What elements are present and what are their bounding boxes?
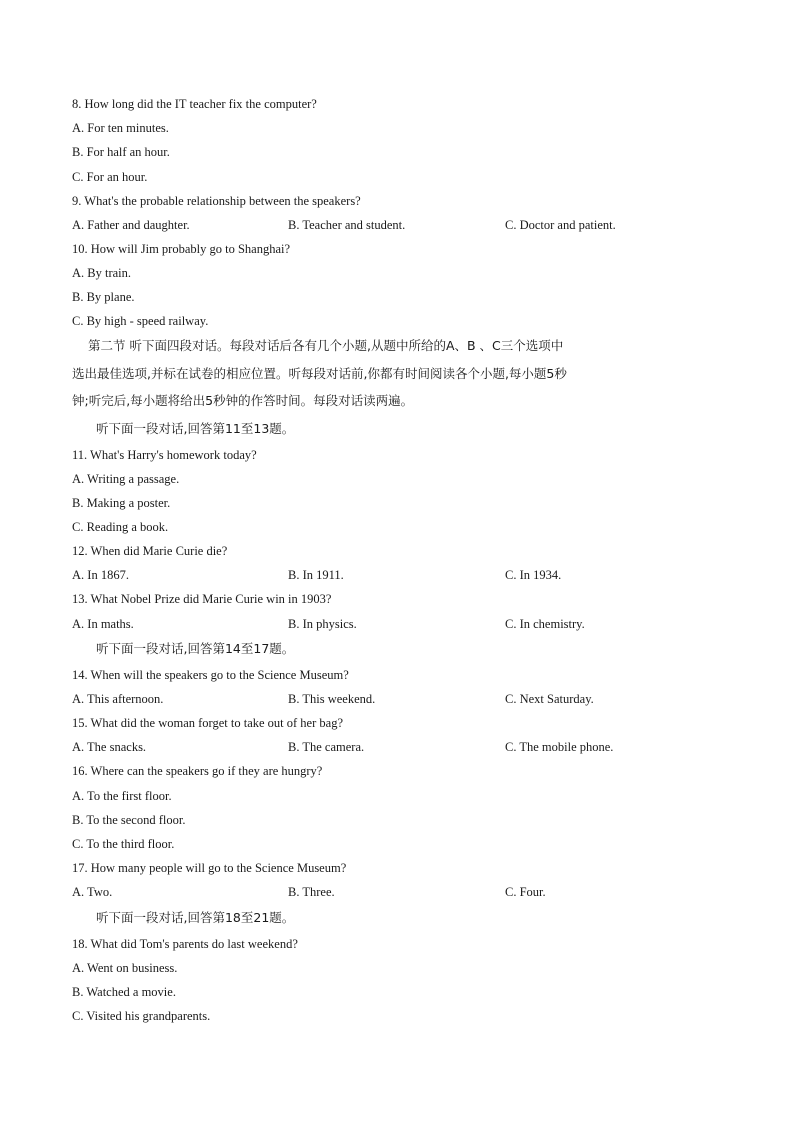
question-13: 13. What Nobel Prize did Marie Curie win in 1903?	[72, 592, 332, 606]
q18-option-b: B. Watched a movie.	[72, 985, 176, 999]
q13-option-c: C. In chemistry.	[505, 617, 585, 631]
question-18: 18. What did Tom's parents do last weekend?	[72, 937, 298, 951]
question-9: 9. What's the probable relationship between the speakers?	[72, 194, 361, 208]
q17-option-a: A. Two.	[72, 885, 113, 899]
q8-option-b: B. For half an hour.	[72, 145, 170, 159]
q12-option-c: C. In 1934.	[505, 568, 562, 582]
q12-option-a: A. In 1867.	[72, 568, 129, 582]
q13-options-row	[72, 615, 712, 633]
q10-option-a: A. By train.	[72, 266, 132, 280]
question-15: 15. What did the woman forget to take out of her bag?	[72, 716, 343, 730]
q11-option-b: B. Making a poster.	[72, 496, 171, 510]
dialog-1-heading: 听下面一段对话,回答第11至13题。	[96, 421, 295, 436]
q13-option-a: A. In maths.	[72, 617, 134, 631]
q17-options-row	[72, 883, 712, 901]
q16-option-a: A. To the first floor.	[72, 789, 172, 803]
q8-option-c: C. For an hour.	[72, 170, 148, 184]
dialog-3-heading: 听下面一段对话,回答第18至21题。	[96, 910, 295, 925]
question-10: 10. How will Jim probably go to Shanghai?	[72, 242, 291, 256]
q14-options-row	[72, 690, 712, 708]
q16-option-c: C. To the third floor.	[72, 837, 175, 851]
q11-option-a: A. Writing a passage.	[72, 472, 180, 486]
q16-option-b: B. To the second floor.	[72, 813, 186, 827]
q10-option-b: B. By plane.	[72, 290, 135, 304]
q15-option-a: A. The snacks.	[72, 740, 147, 754]
q17-option-b: B. Three.	[288, 885, 335, 899]
q14-option-a: A. This afternoon.	[72, 692, 164, 706]
question-14: 14. When will the speakers go to the Science Museum?	[72, 668, 349, 682]
dialog-2-heading: 听下面一段对话,回答第14至17题。	[96, 641, 295, 656]
q18-option-c: C. Visited his grandparents.	[72, 1009, 211, 1023]
q9-option-c: C. Doctor and patient.	[505, 218, 616, 232]
q10-option-c: C. By high - speed railway.	[72, 314, 209, 328]
q8-option-a: A. For ten minutes.	[72, 121, 169, 135]
q17-option-c: C. Four.	[505, 885, 546, 899]
q15-option-c: C. The mobile phone.	[505, 740, 614, 754]
q9-options-row	[72, 216, 712, 234]
q15-option-b: B. The camera.	[288, 740, 365, 754]
q18-option-a: A. Went on business.	[72, 961, 178, 975]
q9-option-a: A. Father and daughter.	[72, 218, 190, 232]
q9-option-b: B. Teacher and student.	[288, 218, 406, 232]
q12-options-row	[72, 566, 712, 584]
q13-option-b: B. In physics.	[288, 617, 357, 631]
question-16: 16. Where can the speakers go if they are hungry?	[72, 764, 323, 778]
question-17: 17. How many people will go to the Science Museum?	[72, 861, 347, 875]
section-2-instructions-line-1: 第二节 听下面四段对话。每段对话后各有几个小题,从题中所给的A、B 、C三个选项中	[88, 338, 564, 353]
section-2-instructions-line-3: 钟;听完后,每小题将给出5秒钟的作答时间。每段对话读两遍。	[72, 393, 414, 408]
q11-option-c: C. Reading a book.	[72, 520, 169, 534]
q15-options-row	[72, 738, 712, 756]
question-8: 8. How long did the IT teacher fix the computer?	[72, 97, 317, 111]
q12-option-b: B. In 1911.	[288, 568, 344, 582]
question-11: 11. What's Harry's homework today?	[72, 448, 257, 462]
section-2-instructions-line-2: 选出最佳选项,并标在试卷的相应位置。听每段对话前,你都有时间阅读各个小题,每小题5秒	[72, 366, 567, 381]
question-12: 12. When did Marie Curie die?	[72, 544, 228, 558]
q14-option-c: C. Next Saturday.	[505, 692, 594, 706]
q14-option-b: B. This weekend.	[288, 692, 376, 706]
